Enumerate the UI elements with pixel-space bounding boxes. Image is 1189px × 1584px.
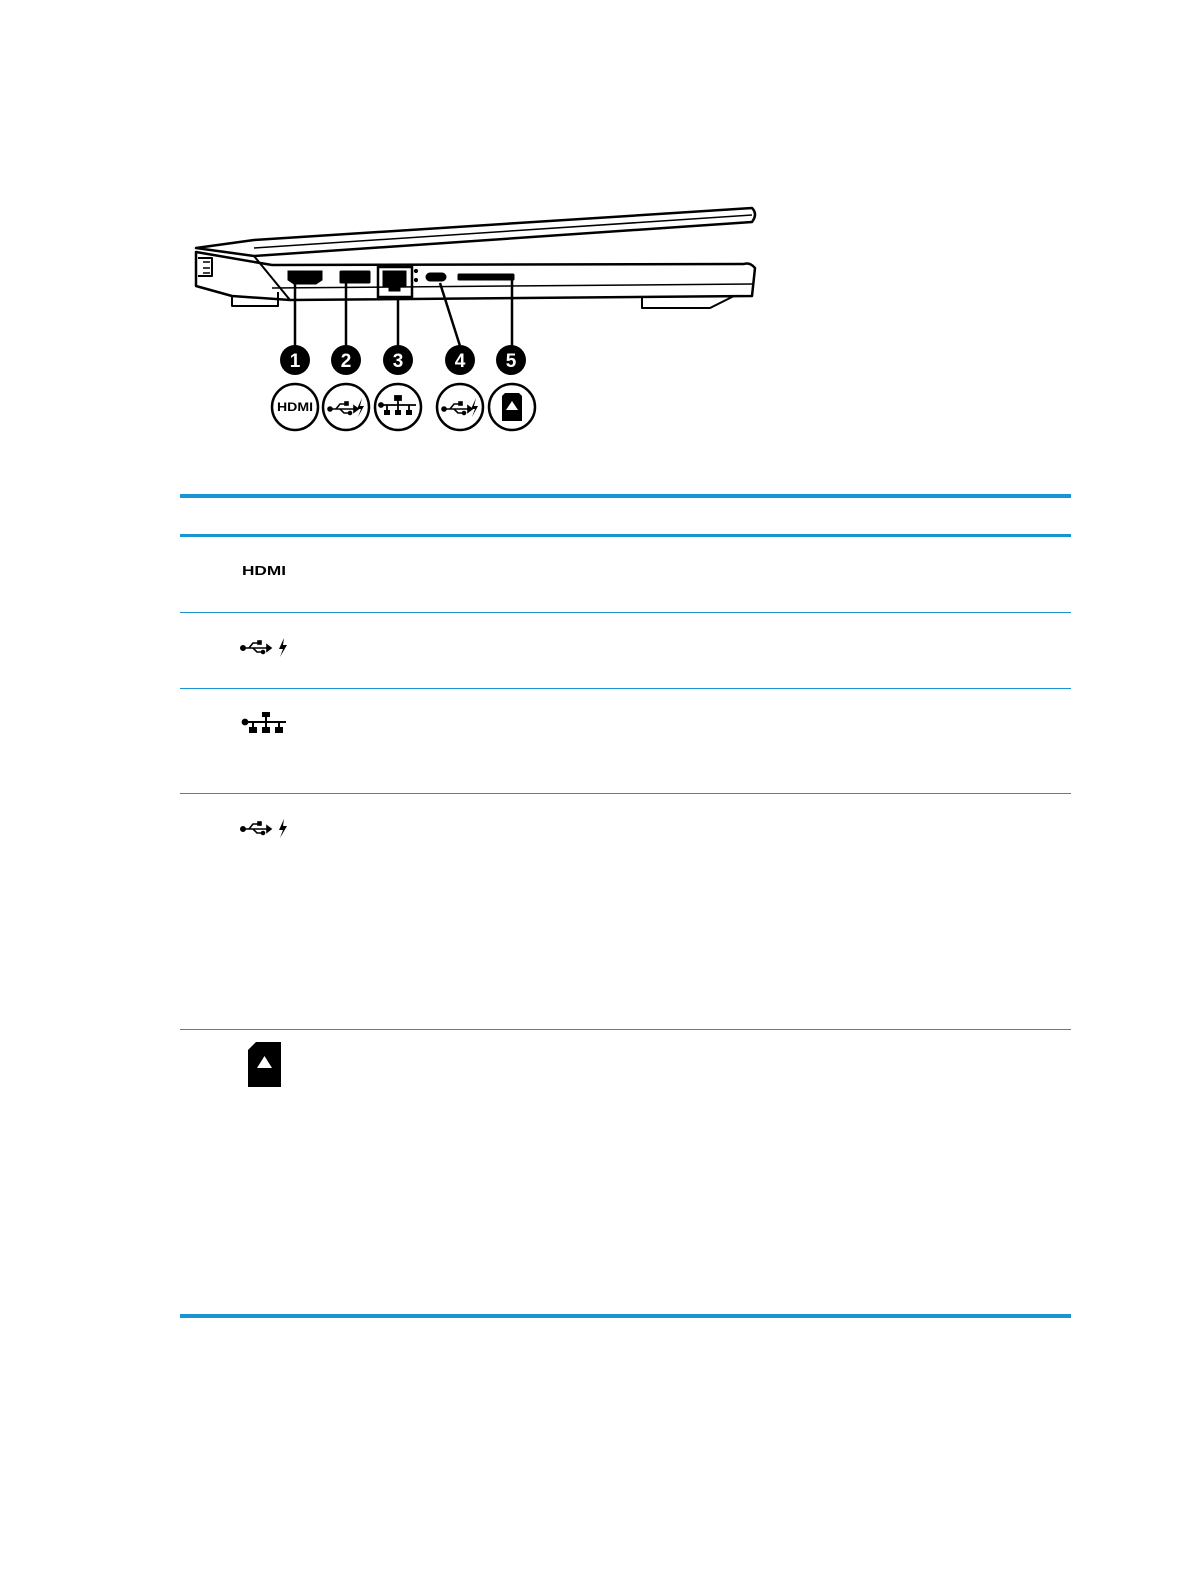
callout-badges bbox=[280, 345, 526, 375]
callout-leader-lines bbox=[295, 280, 512, 346]
usb-charging-icon bbox=[323, 384, 369, 430]
svg-text:HDMI: HDMI bbox=[277, 400, 313, 414]
table-bottom-rule bbox=[180, 1314, 1071, 1318]
svg-text:HDMI: HDMI bbox=[242, 563, 286, 578]
svg-text:2: 2 bbox=[340, 351, 352, 372]
memory-card-icon bbox=[247, 1041, 283, 1089]
table-row-divider bbox=[180, 688, 1071, 689]
table-row-divider bbox=[180, 612, 1071, 613]
svg-text:5: 5 bbox=[505, 351, 517, 372]
usb-a-port bbox=[340, 271, 370, 283]
callout-4 bbox=[445, 345, 475, 375]
port-openings bbox=[288, 267, 514, 297]
svg-text:3: 3 bbox=[392, 351, 404, 372]
callout-3 bbox=[383, 345, 413, 375]
legend-icons bbox=[272, 384, 535, 430]
card-reader-slot bbox=[458, 274, 514, 280]
svg-text:1: 1 bbox=[289, 351, 301, 372]
table-row-divider bbox=[180, 793, 1071, 794]
hdmi-port bbox=[288, 271, 322, 284]
network-rj45-icon bbox=[236, 710, 296, 736]
svg-text:4: 4 bbox=[454, 351, 466, 372]
table-header-rule bbox=[180, 534, 1071, 537]
usb-charging-icon bbox=[236, 636, 296, 658]
laptop-lid bbox=[196, 208, 755, 256]
callout-1 bbox=[280, 345, 310, 375]
callout-5 bbox=[496, 345, 526, 375]
rj45-port bbox=[383, 271, 406, 291]
usb-charging-icon bbox=[437, 384, 483, 430]
callout-2 bbox=[331, 345, 361, 375]
usb-charging-icon bbox=[236, 817, 296, 839]
laptop-left-side-illustration bbox=[0, 0, 1189, 460]
hdmi-icon bbox=[236, 560, 292, 580]
network-rj45-icon bbox=[375, 384, 421, 430]
memory-card-icon bbox=[489, 384, 535, 430]
hdmi-icon bbox=[272, 384, 318, 430]
table-top-rule bbox=[180, 494, 1071, 498]
table-row-divider bbox=[180, 1029, 1071, 1030]
usb-c-port bbox=[426, 273, 446, 281]
